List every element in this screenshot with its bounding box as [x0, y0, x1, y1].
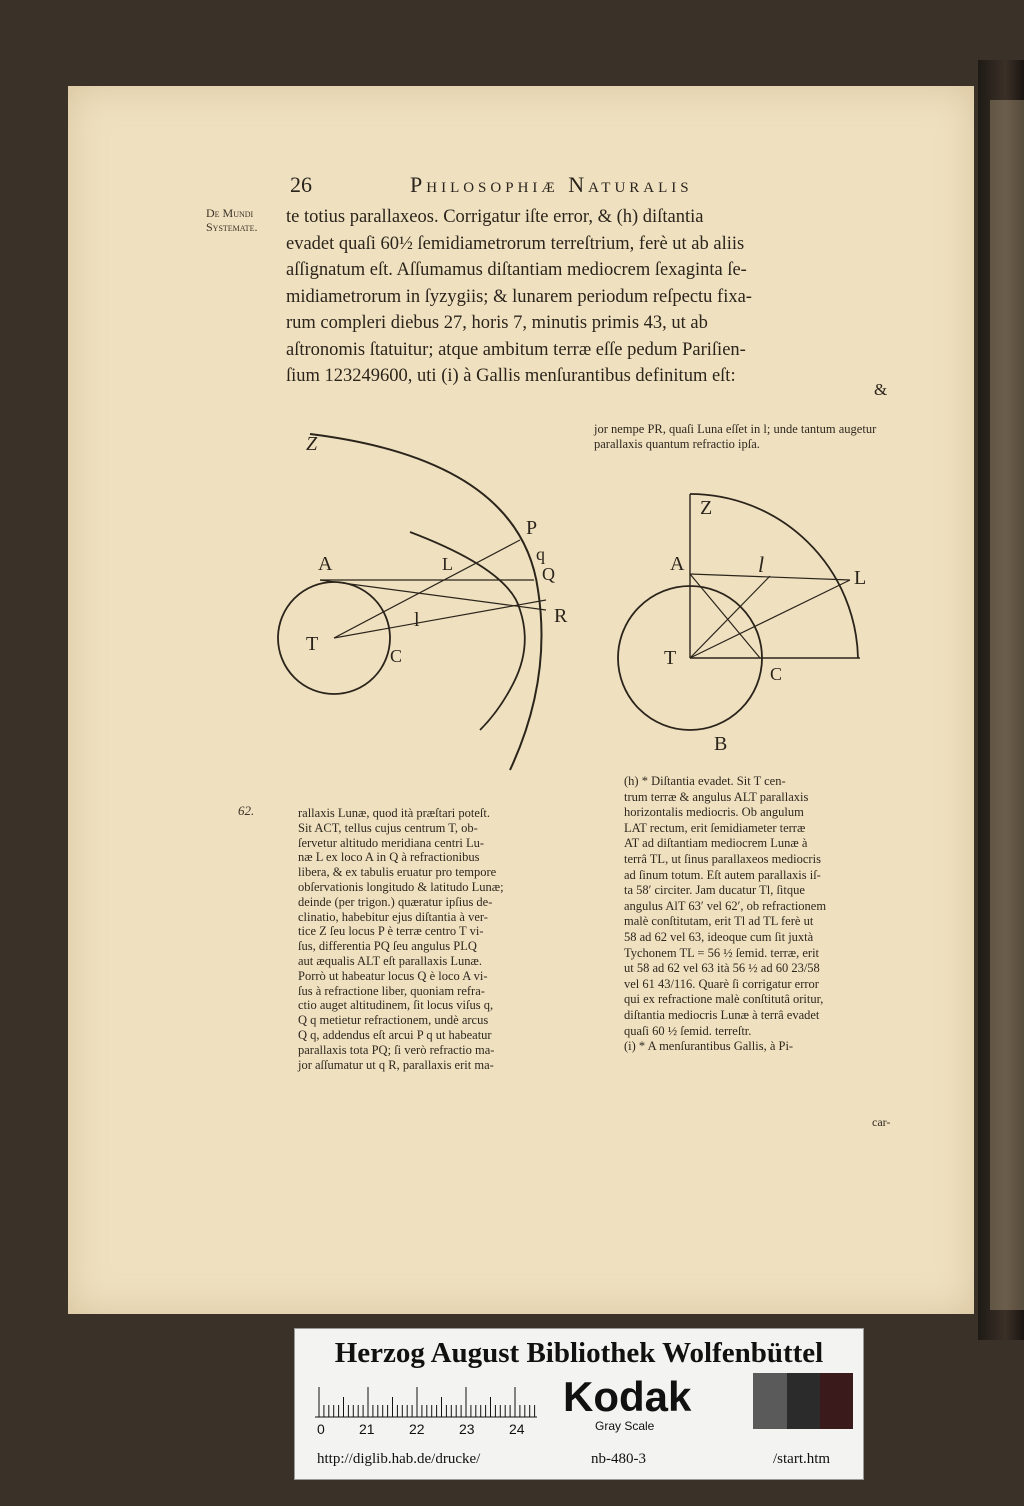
label-B: B — [714, 733, 728, 755]
note-line: libera, & ex tabulis eruatur pro tempore — [298, 865, 497, 880]
label-R: R — [554, 605, 568, 627]
note-line: clinatio, habebitur ejus diſtantia à ver- — [298, 909, 488, 924]
color-calibration-strip — [294, 1328, 864, 1480]
main-line: ſium 123249600, uti (i) à Gallis menſurantibus definitum eſt: — [286, 366, 736, 386]
kodak-logo: Kodak — [563, 1373, 692, 1420]
note-line: AT ad diſtantiam mediocrem Lunæ à — [624, 836, 808, 851]
main-line: evadet quaſi 60½ ſemidiametrorum terreſtrium, ferè ut ab aliis — [286, 233, 745, 254]
gray-scale-label: Gray Scale — [595, 1419, 655, 1433]
label-l: l — [414, 609, 420, 631]
note-line: Q q, addendus eſt arcui P q ut habeatur — [298, 1027, 492, 1042]
ruler-label: 22 — [409, 1421, 425, 1437]
page-header — [290, 172, 780, 202]
note-line: vel 61 43/116. Quarè ſi corrigatur error — [624, 976, 819, 991]
main-line: rum compleri diebus 27, horis 7, minutis primis 43, ut ab — [286, 313, 708, 333]
label-q: q — [536, 544, 545, 564]
note-line: rallaxis Lunæ, quod ità præſtari poteſt. — [298, 806, 490, 820]
note-line: angulus AlT 63′ vel 62′, ob refractionem — [624, 898, 827, 913]
note-line: aut æqualis ALT eſt parallaxis Lunæ. — [298, 953, 483, 968]
ruler-label: 23 — [459, 1421, 475, 1437]
gray-patch — [820, 1373, 853, 1429]
ruler-label: 21 — [359, 1421, 375, 1437]
note-line: ſus à refractione liber, quoniam refra- — [298, 983, 485, 998]
note-line: trum terræ & angulus ALT parallaxis — [624, 789, 809, 804]
label-L: L — [854, 567, 867, 589]
page-number: 26 — [290, 172, 312, 197]
label-A: A — [670, 553, 685, 575]
label-Q: Q — [542, 564, 555, 584]
label-Z: Z — [700, 497, 713, 519]
note-line: Sit ACT, tellus cujus centrum T, ob- — [298, 820, 478, 835]
note-catchword: car- — [872, 1115, 891, 1129]
note-line: horizontalis mediocris. Ob angulum — [624, 805, 804, 820]
note-line: quaſi 60 ½ ſemid. terreſtr. — [624, 1023, 752, 1038]
note-line: deinde (per trigon.) quæratur ipſius de- — [298, 894, 493, 909]
label-T: T — [306, 633, 319, 655]
note-line: ad ſinum totum. Eſt autem parallaxis iſ- — [624, 867, 821, 882]
gray-patches — [753, 1373, 853, 1429]
note-line: ut 58 ad 62 vel 63 ità 56 ½ ad 60 23/58 — [624, 961, 820, 976]
main-line: aſſignatum eſt. Aſſumamus diſtantiam mediocrem ſexaginta ſe- — [286, 260, 747, 280]
line-T-L — [690, 580, 850, 658]
margin-number: 62. — [238, 803, 255, 818]
outer-arc — [310, 434, 542, 770]
label-P: P — [526, 517, 538, 539]
note-line: ta 58′ circiter. Jam ducatur Tl, ſitque — [624, 883, 805, 898]
note-line: Q q metietur refractionem, undè arcus — [298, 1013, 489, 1028]
figure-right — [610, 488, 900, 768]
note-line: parallaxis tota PQ; ſi verò refractio ma- — [298, 1042, 495, 1057]
outer-circle-arc — [690, 494, 858, 658]
gray-patch — [753, 1373, 787, 1429]
adjacent-page-strip — [990, 100, 1024, 1310]
note-line: næ L ex loco A in Q à refractionibus — [298, 850, 480, 865]
ruler-label: 0 — [317, 1421, 325, 1437]
footnote-left-column — [298, 806, 598, 1072]
note-top: jor nempe PR, quaſi Luna eſſet in l; unde tantum augetur parallaxis quantum refractio ipſa. — [594, 422, 877, 451]
main-paragraph — [286, 204, 900, 390]
note-line: ſus, differentia PQ ſeu angulus PLQ — [298, 939, 477, 954]
main-catchword: & — [874, 380, 888, 399]
strip-footer — [295, 1447, 863, 1475]
shelfmark-text: nb-480-3 — [591, 1451, 646, 1467]
note-line: Tychonem TL = 56 ½ ſemid. terræ, erit — [624, 945, 820, 960]
note-line: (i) * A menſurantibus Gallis, à Pi- — [624, 1039, 794, 1054]
note-line: ctio auget altitudinem, ſit locus viſus q, — [298, 998, 494, 1013]
label-C: C — [770, 664, 783, 684]
note-line: 58 ad 62 vel 63, ideoque cum ſit juxtà — [624, 929, 814, 944]
main-line: aſtronomis ſtatuitur; atque ambitum terræ eſſe pedum Pariſien- — [286, 339, 746, 360]
label-Z: Z — [306, 433, 318, 455]
note-line: obſervationis longitudo & latitudo Lunæ; — [298, 879, 504, 894]
figure-left — [270, 420, 590, 780]
label-l: l — [758, 552, 765, 577]
note-line: jor aſſumatur ut q R, parallaxis erit ma- — [298, 1057, 494, 1072]
middle-arc — [410, 532, 525, 730]
start-link-text: /start.htm — [773, 1451, 831, 1467]
main-line: te totius parallaxeos. Corrigatur iſte error, & (h) diſtantia — [286, 207, 704, 227]
note-line: LAT rectum, erit ſemidiameter terræ — [624, 820, 806, 835]
note-line: diſtantia mediocris Lunæ à terrâ evadet — [624, 1007, 820, 1022]
margin-note: De Mundi Systemate. — [206, 206, 258, 234]
line-A-L — [690, 574, 850, 580]
label-C: C — [390, 646, 403, 666]
url-text: http://diglib.hab.de/drucke/ — [317, 1451, 481, 1467]
library-title: Herzog August Bibliothek Wolfenbüttel — [334, 1337, 824, 1369]
ruler-label: 24 — [509, 1421, 525, 1437]
label-T: T — [664, 647, 677, 669]
note-line: (h) * Diſtantia evadet. Sit T cen- — [624, 774, 786, 788]
running-title: Philosophiæ Naturalis — [410, 172, 693, 197]
label-A: A — [318, 553, 333, 575]
label-L: L — [442, 554, 453, 574]
note-line: terrâ TL, ut ſinus parallaxeos mediocris — [624, 851, 821, 866]
footnote-right-column — [624, 774, 906, 1055]
main-line: midiametrorum in ſyzygiis; & lunarem periodum reſpectu fixa- — [286, 286, 752, 307]
note-line: malè conſtitutam, erit Tl ad TL ferè ut — [624, 914, 814, 929]
ruler — [315, 1379, 537, 1419]
note-line: tice Z ſeu locus P è terræ centro T vi- — [298, 924, 484, 939]
gray-patch — [787, 1373, 820, 1429]
note-line: qui ex refractione malè conſtitutâ oritur, — [624, 992, 824, 1007]
note-line: Porrò ut habeatur locus Q è loco A vi- — [298, 968, 488, 983]
note-line: ſervetur altitudo meridiana centri Lu- — [298, 835, 485, 850]
